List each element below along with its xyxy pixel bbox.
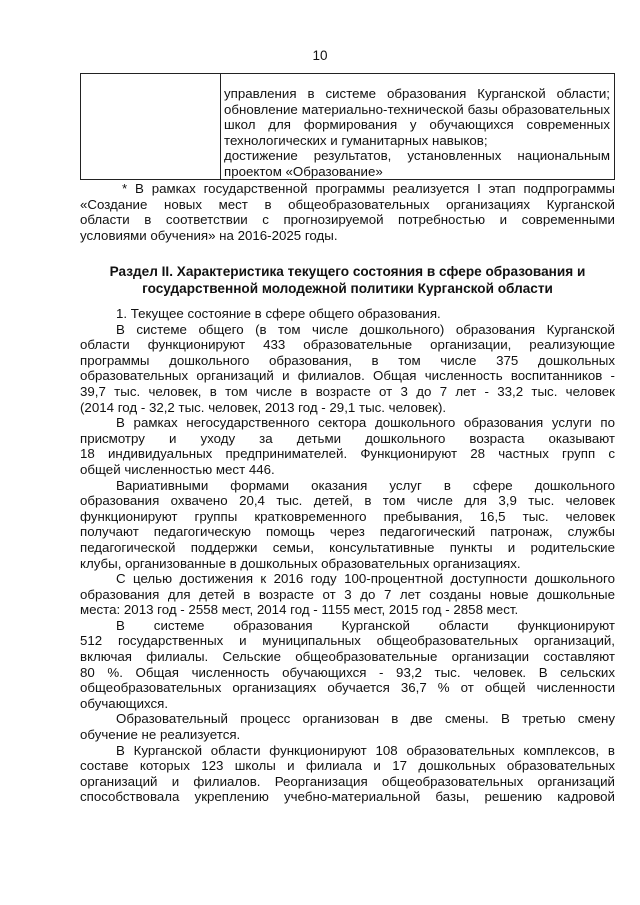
table-line: управления в системе образования Курганской области; <box>224 86 610 101</box>
page-number: 10 <box>312 48 328 63</box>
footnote-line: области в соответствии с прогнозируемой потребностью и современными <box>80 212 615 228</box>
paragraph-line: С целью достижения к 2016 году 100-процентной доступности дошкольного <box>116 571 615 587</box>
paragraph-line: функционируют группы кратковременного пребывания, 16,5 тыс. человек <box>80 508 615 524</box>
paragraph-line: составе которых 123 школы и филиала и 17 дошкольных образовательных <box>80 758 615 774</box>
table-cell-text <box>224 86 610 180</box>
paragraph-line: клубы, организованные в дошкольных образовательных организациях. <box>80 555 521 571</box>
paragraph-line: 18 индивидуальных предпринимателей. Функционируют 28 частных групп с <box>80 446 615 462</box>
paragraph-line: общеобразовательных организациях обучается 36,7 % от общей численности <box>80 680 615 696</box>
footnote-line: «Создание новых мест в общеобразовательных организациях Курганской <box>80 196 615 212</box>
paragraph-line: 39,7 тыс. человек, в том числе в возрасте от 3 до 7 лет - 33,2 тыс. человек <box>80 383 615 399</box>
paragraph-line: получают педагогическую помощь через педагогический патронаж, службы <box>80 524 615 540</box>
table-line: школ для формирования у обучающихся современных <box>224 117 610 133</box>
paragraph-line: Вариативными формами оказания услуг в сфере дошкольного <box>116 477 615 493</box>
paragraph-line: В рамках негосударственного сектора дошкольного образования услуги по <box>116 415 615 431</box>
paragraph-line: В системе общего (в том числе дошкольного) образования Курганской <box>116 321 615 337</box>
paragraph-line: программы дошкольного образования, в том числе 375 дошкольных <box>80 352 615 368</box>
table-line: достижение результатов, установленных национальным <box>224 148 610 164</box>
table-line: технологических и гуманитарных навыков; <box>224 132 488 148</box>
section-heading-line2: государственной молодежной политики Курганской области <box>142 281 553 296</box>
paragraph-line: обучение не реализуется. <box>80 727 241 743</box>
paragraph-line: способствовала укреплению учебно-материальной базы, решению кадровой <box>80 789 615 805</box>
table-line: обновление материально-технической базы образовательных <box>224 101 610 117</box>
paragraph-line: В системе образования Курганской области функционируют <box>116 617 615 633</box>
paragraph-line: организаций и филиалов. Реорганизация общеобразовательных организаций <box>80 773 615 789</box>
paragraph-line: места: 2013 год - 2558 мест, 2014 год - 1155 мест, 2015 год - 2858 мест. <box>80 602 519 618</box>
table-line: проектом «Образование» <box>224 163 383 179</box>
section-heading-line1: Раздел II. Характеристика текущего состояния в сфере образования и <box>109 264 586 279</box>
paragraph-line: (2014 год - 32,2 тыс. человек, 2013 год - 29,1 тыс. человек). <box>80 399 447 415</box>
section-heading <box>80 263 615 297</box>
paragraph-line: общей численностью мест 446. <box>80 461 275 477</box>
paragraph-line: В Курганской области функционируют 108 образовательных комплексов, в <box>116 742 615 758</box>
footnote-line: условиями обучения» на 2016-2025 годы. <box>80 227 338 243</box>
footnote-line: * В рамках государственной программы реализуется I этап подпрограммы <box>122 181 615 196</box>
paragraph-line: включая филиалы. Сельские общеобразовательные организации составляют <box>80 649 615 665</box>
footnote <box>80 181 615 243</box>
body-text <box>80 306 615 805</box>
table-column-divider <box>220 74 221 179</box>
paragraph-line: образовательных организаций и филиалов. Общая численность воспитанников - <box>80 368 615 384</box>
paragraph-line: присмотру и уходу за детьми дошкольного возраста оказывают <box>80 430 615 446</box>
table <box>80 73 615 180</box>
paragraph-line: области функционируют 433 образовательные организации, реализующие <box>80 337 615 353</box>
paragraph-line: педагогической поддержки семьи, консультативные пункты и родительские <box>80 539 615 555</box>
paragraph-line: 80 %. Общая численность обучающихся - 93,2 тыс. человек. В сельских <box>80 664 615 680</box>
paragraph-line: 512 государственных и муниципальных общеобразовательных организаций, <box>80 633 615 649</box>
paragraph-line: Образовательный процесс организован в две смены. В третью смену <box>116 711 615 727</box>
paragraph-line: обучающихся. <box>80 695 169 711</box>
paragraph-line: образования для детей в возрасте от 3 до 7 лет созданы новые дошкольные <box>80 586 615 602</box>
paragraph-line: образования охвачено 20,4 тыс. детей, в том числе для 3,9 тыс. человек <box>80 493 615 509</box>
paragraph-line: 1. Текущее состояние в сфере общего образования. <box>116 306 441 321</box>
